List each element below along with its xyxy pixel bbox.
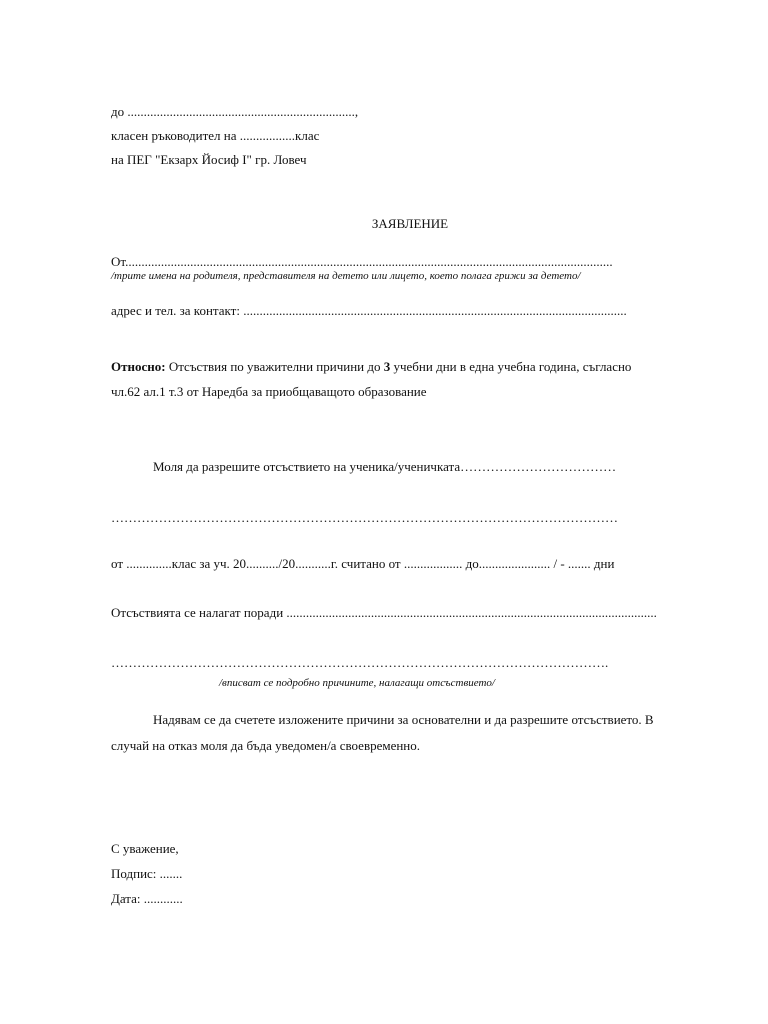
reason-line: Отсъствията се налагат поради .................................................................................................................. (111, 605, 657, 620)
teacher-line: класен ръководител на .................клас (111, 128, 320, 143)
school-line: на ПЕГ "Екзарх Йосиф I" гр. Ловеч (111, 152, 307, 167)
signature-line: Подпис: ....... (111, 866, 183, 881)
student-name-blank: ……………………………………………………………………………………………………… (111, 510, 618, 525)
applicant-note: /трите имена на родителя, представителя на детето или лицето, което полага грижи за детето/ (111, 270, 581, 282)
subject-line (111, 359, 631, 375)
subject-text-part2: учебни дни в една учебна година, съгласно (390, 359, 632, 374)
class-period-line: от ..............клас за уч. 20........../20...........г. считано от .................. до...................... / - ....... дни (111, 556, 615, 571)
regards-text: С уважение, (111, 841, 179, 856)
subject-line-2: чл.62 ал.1 т.3 от Наредба за приобщаващото образование (111, 384, 427, 399)
applicant-from-line: От...................................................................................................................................................... (111, 254, 613, 269)
closing-line-2: случай на отказ моля да бъда уведомен/а своевременно. (111, 738, 421, 753)
date-line: Дата: ............ (111, 891, 183, 906)
request-line: Моля да разрешите отсъствието на ученика/ученичката……………………………… (153, 459, 617, 474)
reason-blank-line: ……………………………………………………………………………………………………. (111, 655, 609, 670)
address-line: адрес и тел. за контакт: ...................................................................................................................... (111, 303, 627, 318)
document-title: ЗАЯВЛЕНИЕ (371, 216, 449, 231)
subject-days: 3 (383, 359, 391, 374)
reason-note: /вписват се подробно причините, налагащи отсъствието/ (219, 677, 495, 689)
addressee-line: до ......................................................................, (111, 104, 359, 119)
subject-label: Относно: (111, 359, 166, 374)
subject-text-part1: Отсъствия по уважителни причини до (165, 359, 384, 374)
closing-line-1: Надявам се да счетете изложените причини за основателни и да разрешите отсъствието. В (153, 712, 654, 727)
